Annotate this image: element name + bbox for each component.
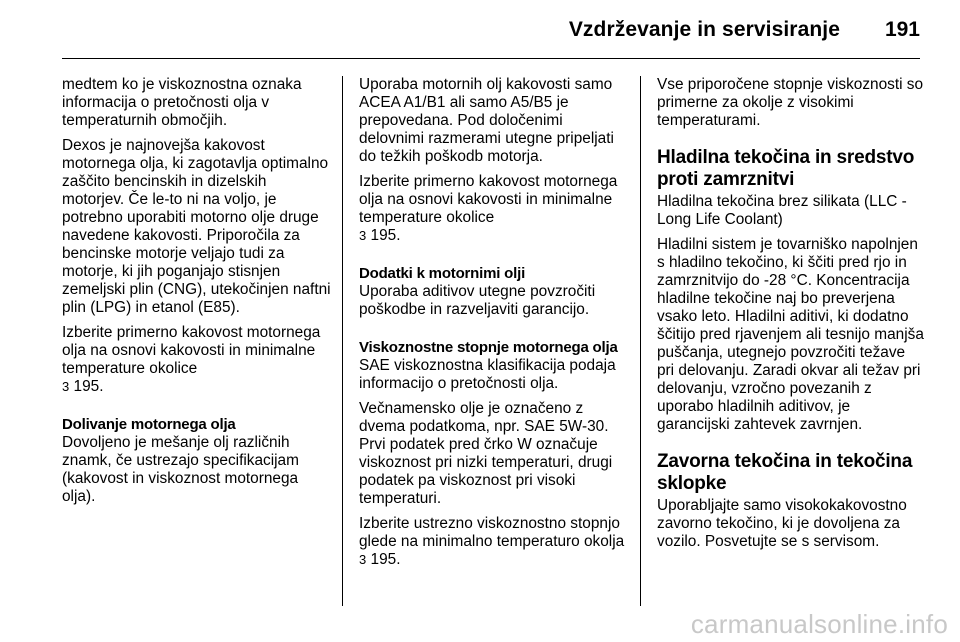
paragraph: medtem ko je viskoznostna oznaka informacija o pretočnosti olja v temperaturnih območjih. — [62, 76, 302, 129]
paragraph: Uporabljajte samo visokokakovostno zavorno tekočino, ki je dovoljena za vozilo. Posvetujte se s servisom. — [657, 497, 907, 550]
page-reference[interactable]: 195. — [370, 551, 401, 568]
page-header — [0, 0, 960, 62]
page-reference-icon: 3 — [359, 552, 367, 567]
paragraph-text: Izberite ustrezno viskoznostno stopnjo glede na minimalno temperaturo okolja — [359, 515, 625, 550]
paragraph — [62, 324, 332, 396]
paragraph: Hladilni sistem je tovarniško napolnjen s hladilno tekočino, ki ščiti pred rjo in zamrznitvijo do -28 °C. Koncentracija hladilne tekočine naj bo preverjena vsako leto. Hladilni aditivi, ki dodatno ščitijo pred rjavenjem ali tesnijo manjša puščanja, utegnejo povzročiti težave pri delovanju. Zaradi okvar ali težav pri delovanju, vzročno povezanih z uporabo hladilnih aditivov, je garancijski zahtevek zavrnjen. — [657, 236, 924, 433]
paragraph: Dexos je najnovejša kakovost motornega olja, ki zagotavlja optimalno zaščito bencinskih in dizelskih motorjev. Če le-to ni na voljo, je potrebno uporabiti motorno olje druge navedene kakovosti. Priporočila za bencinske motorje veljajo tudi za motorje, ki jih poganjajo stisnjen zemeljski plin (CNG), utekočinjen naftni plin (LPG) in etanol (E85). — [62, 137, 331, 316]
subheading: Dodatki k motornimi olji — [359, 265, 526, 282]
section-heading: Zavorna tekočina in tekočina sklopke — [657, 451, 913, 494]
paragraph: Hladilna tekočina brez silikata (LLC - Long Life Coolant) — [657, 193, 907, 228]
page-reference-icon: 3 — [62, 379, 70, 394]
paragraph-text: Izberite primerno kakovost motornega olja na osnovi kakovosti in minimalne temperature okolice — [62, 324, 321, 377]
page-reference-icon: 3 — [359, 228, 367, 243]
header-divider — [62, 58, 920, 59]
subheading: Viskoznostne stopnje motornega olja — [359, 339, 618, 356]
column-divider-2 — [640, 76, 641, 606]
section-heading: Hladilna tekočina in sredstvo proti zamrznitvi — [657, 147, 915, 190]
paragraph: Uporaba motornih olj kakovosti samo ACEA A1/B1 ali samo A5/B5 je prepovedana. Pod določenimi delovnimi razmerami utegne pripeljati do težkih poškodb motorja. — [359, 76, 614, 165]
paragraph — [359, 515, 631, 569]
column-3 — [657, 76, 925, 558]
paragraph — [359, 173, 631, 245]
paragraph: Dovoljeno je mešanje olj različnih znamk, če ustrezajo specifikacijam (kakovost in viskoznost motornega olja). — [62, 434, 299, 505]
column-2 — [359, 76, 631, 576]
paragraph: SAE viskoznostna klasifikacija podaja informacijo o pretočnosti olja. — [359, 357, 616, 392]
section-title: Vzdrževanje in servisiranje — [568, 18, 840, 41]
page-reference[interactable]: 195. — [370, 227, 401, 244]
paragraph: Uporaba aditivov utegne povzročiti poškodbe in razveljaviti garancijo. — [359, 283, 596, 318]
paragraph: Vse priporočene stopnje viskoznosti so primerne za okolje z visokimi temperaturami. — [657, 76, 924, 129]
subheading: Dolivanje motornega olja — [62, 416, 236, 433]
column-1 — [62, 76, 332, 513]
column-divider-1 — [342, 76, 343, 606]
paragraph-text: Izberite primerno kakovost motornega olja na osnovi kakovosti in minimalne temperature okolice — [359, 173, 618, 226]
page-number: 191 — [884, 18, 920, 41]
paragraph: Večnamensko olje je označeno z dvema podatkoma, npr. SAE 5W-30. Prvi podatek pred črko W označuje viskoznost pri nizki temperaturi, drugi podatek pa viskoznost pri visoki temperaturi. — [359, 400, 613, 507]
page-reference[interactable]: 195. — [73, 378, 104, 395]
watermark: carmanualsonline.info — [690, 609, 948, 639]
